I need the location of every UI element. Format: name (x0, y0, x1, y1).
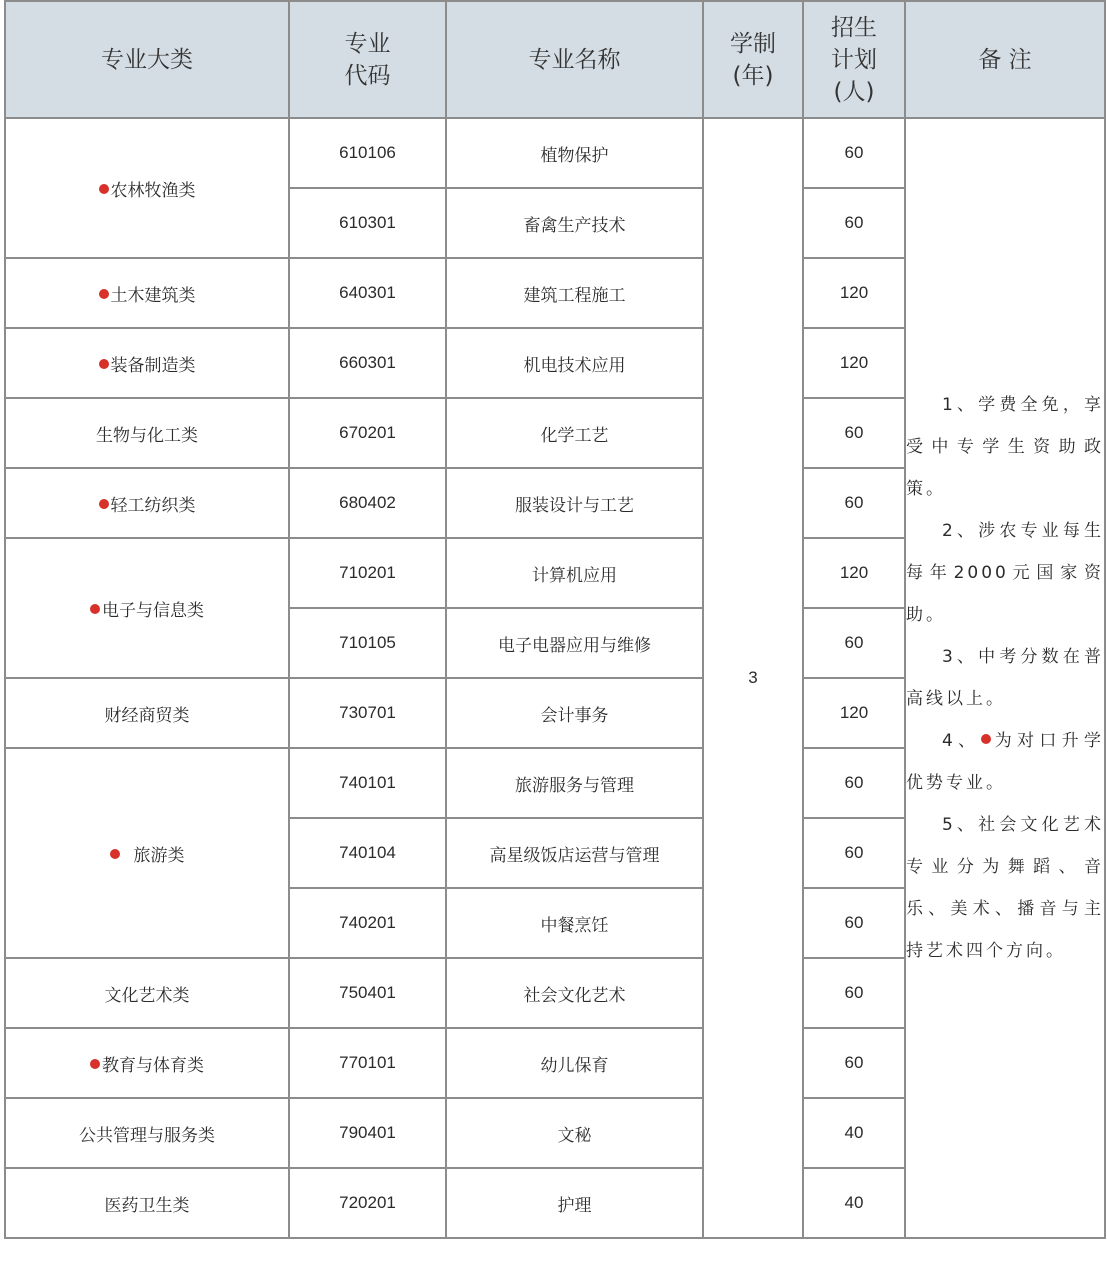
category-cell (5, 468, 289, 538)
code-cell: 740104 (289, 818, 446, 888)
major-name-cell: 畜禽生产技术 (446, 188, 703, 258)
code-cell: 740201 (289, 888, 446, 958)
plan-cell: 60 (803, 1028, 905, 1098)
table-row (5, 118, 1105, 188)
remarks-cell (905, 118, 1105, 1238)
header-plan-line3: (人) (833, 78, 875, 105)
header-plan-line2: 计划 (831, 46, 877, 73)
plan-cell: 60 (803, 818, 905, 888)
major-name-cell: 建筑工程施工 (446, 258, 703, 328)
category-cell (5, 328, 289, 398)
note-item: 1、学费全免，享受中专学生资助政策。 (906, 395, 1104, 499)
category-cell (5, 118, 289, 258)
header-code (289, 1, 446, 118)
category-cell (5, 678, 289, 748)
header-code-line2: 代码 (344, 62, 391, 89)
note-item: 2、涉农专业每生每年2000元国家资助。 (906, 521, 1104, 625)
category-cell (5, 1028, 289, 1098)
plan-cell: 120 (803, 328, 905, 398)
plan-cell: 60 (803, 118, 905, 188)
code-cell: 710105 (289, 608, 446, 678)
category-cell (5, 538, 289, 678)
plan-cell: 40 (803, 1098, 905, 1168)
duration-cell: 3 (703, 118, 803, 1238)
header-row (5, 1, 1105, 118)
category-label: 旅游类 (133, 845, 185, 866)
code-cell: 660301 (289, 328, 446, 398)
code-cell: 680402 (289, 468, 446, 538)
major-name-cell: 电子电器应用与维修 (446, 608, 703, 678)
code-cell: 730701 (289, 678, 446, 748)
plan-cell: 60 (803, 748, 905, 818)
plan-cell: 60 (803, 888, 905, 958)
header-duration (703, 1, 803, 118)
header-plan (803, 1, 905, 118)
category-label: 电子与信息类 (102, 600, 204, 621)
major-name-cell: 植物保护 (446, 118, 703, 188)
header-duration-line1: 学制 (730, 30, 776, 57)
advantage-dot-icon (110, 849, 120, 859)
header-plan-line1: 招生 (831, 14, 877, 41)
major-name-cell: 会计事务 (446, 678, 703, 748)
header-category-text: 专业大类 (101, 46, 193, 73)
header-name-text: 专业名称 (528, 46, 621, 73)
advantage-dot-icon (99, 184, 109, 194)
code-cell: 610106 (289, 118, 446, 188)
advantage-dot-icon (90, 1059, 100, 1069)
code-cell: 640301 (289, 258, 446, 328)
category-label: 财经商贸类 (104, 705, 190, 726)
plan-cell: 60 (803, 188, 905, 258)
category-cell (5, 958, 289, 1028)
code-cell: 770101 (289, 1028, 446, 1098)
header-code-line1: 专业 (344, 30, 391, 57)
code-cell: 720201 (289, 1168, 446, 1238)
plan-cell: 120 (803, 258, 905, 328)
category-label: 装备制造类 (110, 355, 196, 376)
header-remarks-text: 备 注 (978, 46, 1032, 73)
major-name-cell: 高星级饭店运营与管理 (446, 818, 703, 888)
note-4-text: 为对口升学优势专业。 (906, 731, 1104, 793)
advantage-dot-icon (99, 359, 109, 369)
category-cell (5, 398, 289, 468)
enrollment-table (4, 0, 1106, 1239)
plan-cell: 120 (803, 678, 905, 748)
major-name-cell: 化学工艺 (446, 398, 703, 468)
category-cell (5, 1168, 289, 1238)
category-cell (5, 258, 289, 328)
category-label: 土木建筑类 (110, 285, 196, 306)
code-cell: 670201 (289, 398, 446, 468)
code-cell: 790401 (289, 1098, 446, 1168)
major-name-cell: 中餐烹饪 (446, 888, 703, 958)
major-name-cell: 文秘 (446, 1098, 703, 1168)
major-name-cell: 旅游服务与管理 (446, 748, 703, 818)
major-name-cell: 计算机应用 (446, 538, 703, 608)
note-item: 3、中考分数在普高线以上。 (906, 647, 1104, 709)
advantage-dot-icon (981, 734, 991, 744)
plan-cell: 120 (803, 538, 905, 608)
advantage-dot-icon (99, 499, 109, 509)
code-cell: 750401 (289, 958, 446, 1028)
plan-cell: 60 (803, 958, 905, 1028)
category-label: 农林牧渔类 (110, 180, 196, 201)
advantage-dot-icon (90, 604, 100, 614)
header-duration-line2: (年) (732, 62, 774, 89)
category-label: 轻工纺织类 (110, 495, 196, 516)
category-label: 文化艺术类 (104, 985, 190, 1006)
note-item: 5、社会文化艺术专业分为舞蹈、音乐、美术、播音与主持艺术四个方向。 (906, 815, 1104, 961)
note-item (906, 720, 1104, 804)
header-category (5, 1, 289, 118)
code-cell: 610301 (289, 188, 446, 258)
note-4-prefix: 4、 (942, 731, 981, 751)
plan-cell: 60 (803, 468, 905, 538)
category-cell (5, 1098, 289, 1168)
code-cell: 740101 (289, 748, 446, 818)
major-name-cell: 社会文化艺术 (446, 958, 703, 1028)
advantage-dot-icon (99, 289, 109, 299)
major-name-cell: 机电技术应用 (446, 328, 703, 398)
plan-cell: 60 (803, 608, 905, 678)
code-cell: 710201 (289, 538, 446, 608)
plan-cell: 40 (803, 1168, 905, 1238)
category-label: 医药卫生类 (104, 1195, 190, 1216)
category-label: 教育与体育类 (102, 1055, 204, 1076)
header-remarks (905, 1, 1105, 118)
plan-cell: 60 (803, 398, 905, 468)
major-name-cell: 幼儿保育 (446, 1028, 703, 1098)
header-name (446, 1, 703, 118)
category-cell (5, 748, 289, 958)
major-name-cell: 护理 (446, 1168, 703, 1238)
category-label: 公共管理与服务类 (79, 1125, 215, 1146)
category-label: 生物与化工类 (96, 425, 198, 446)
major-name-cell: 服装设计与工艺 (446, 468, 703, 538)
